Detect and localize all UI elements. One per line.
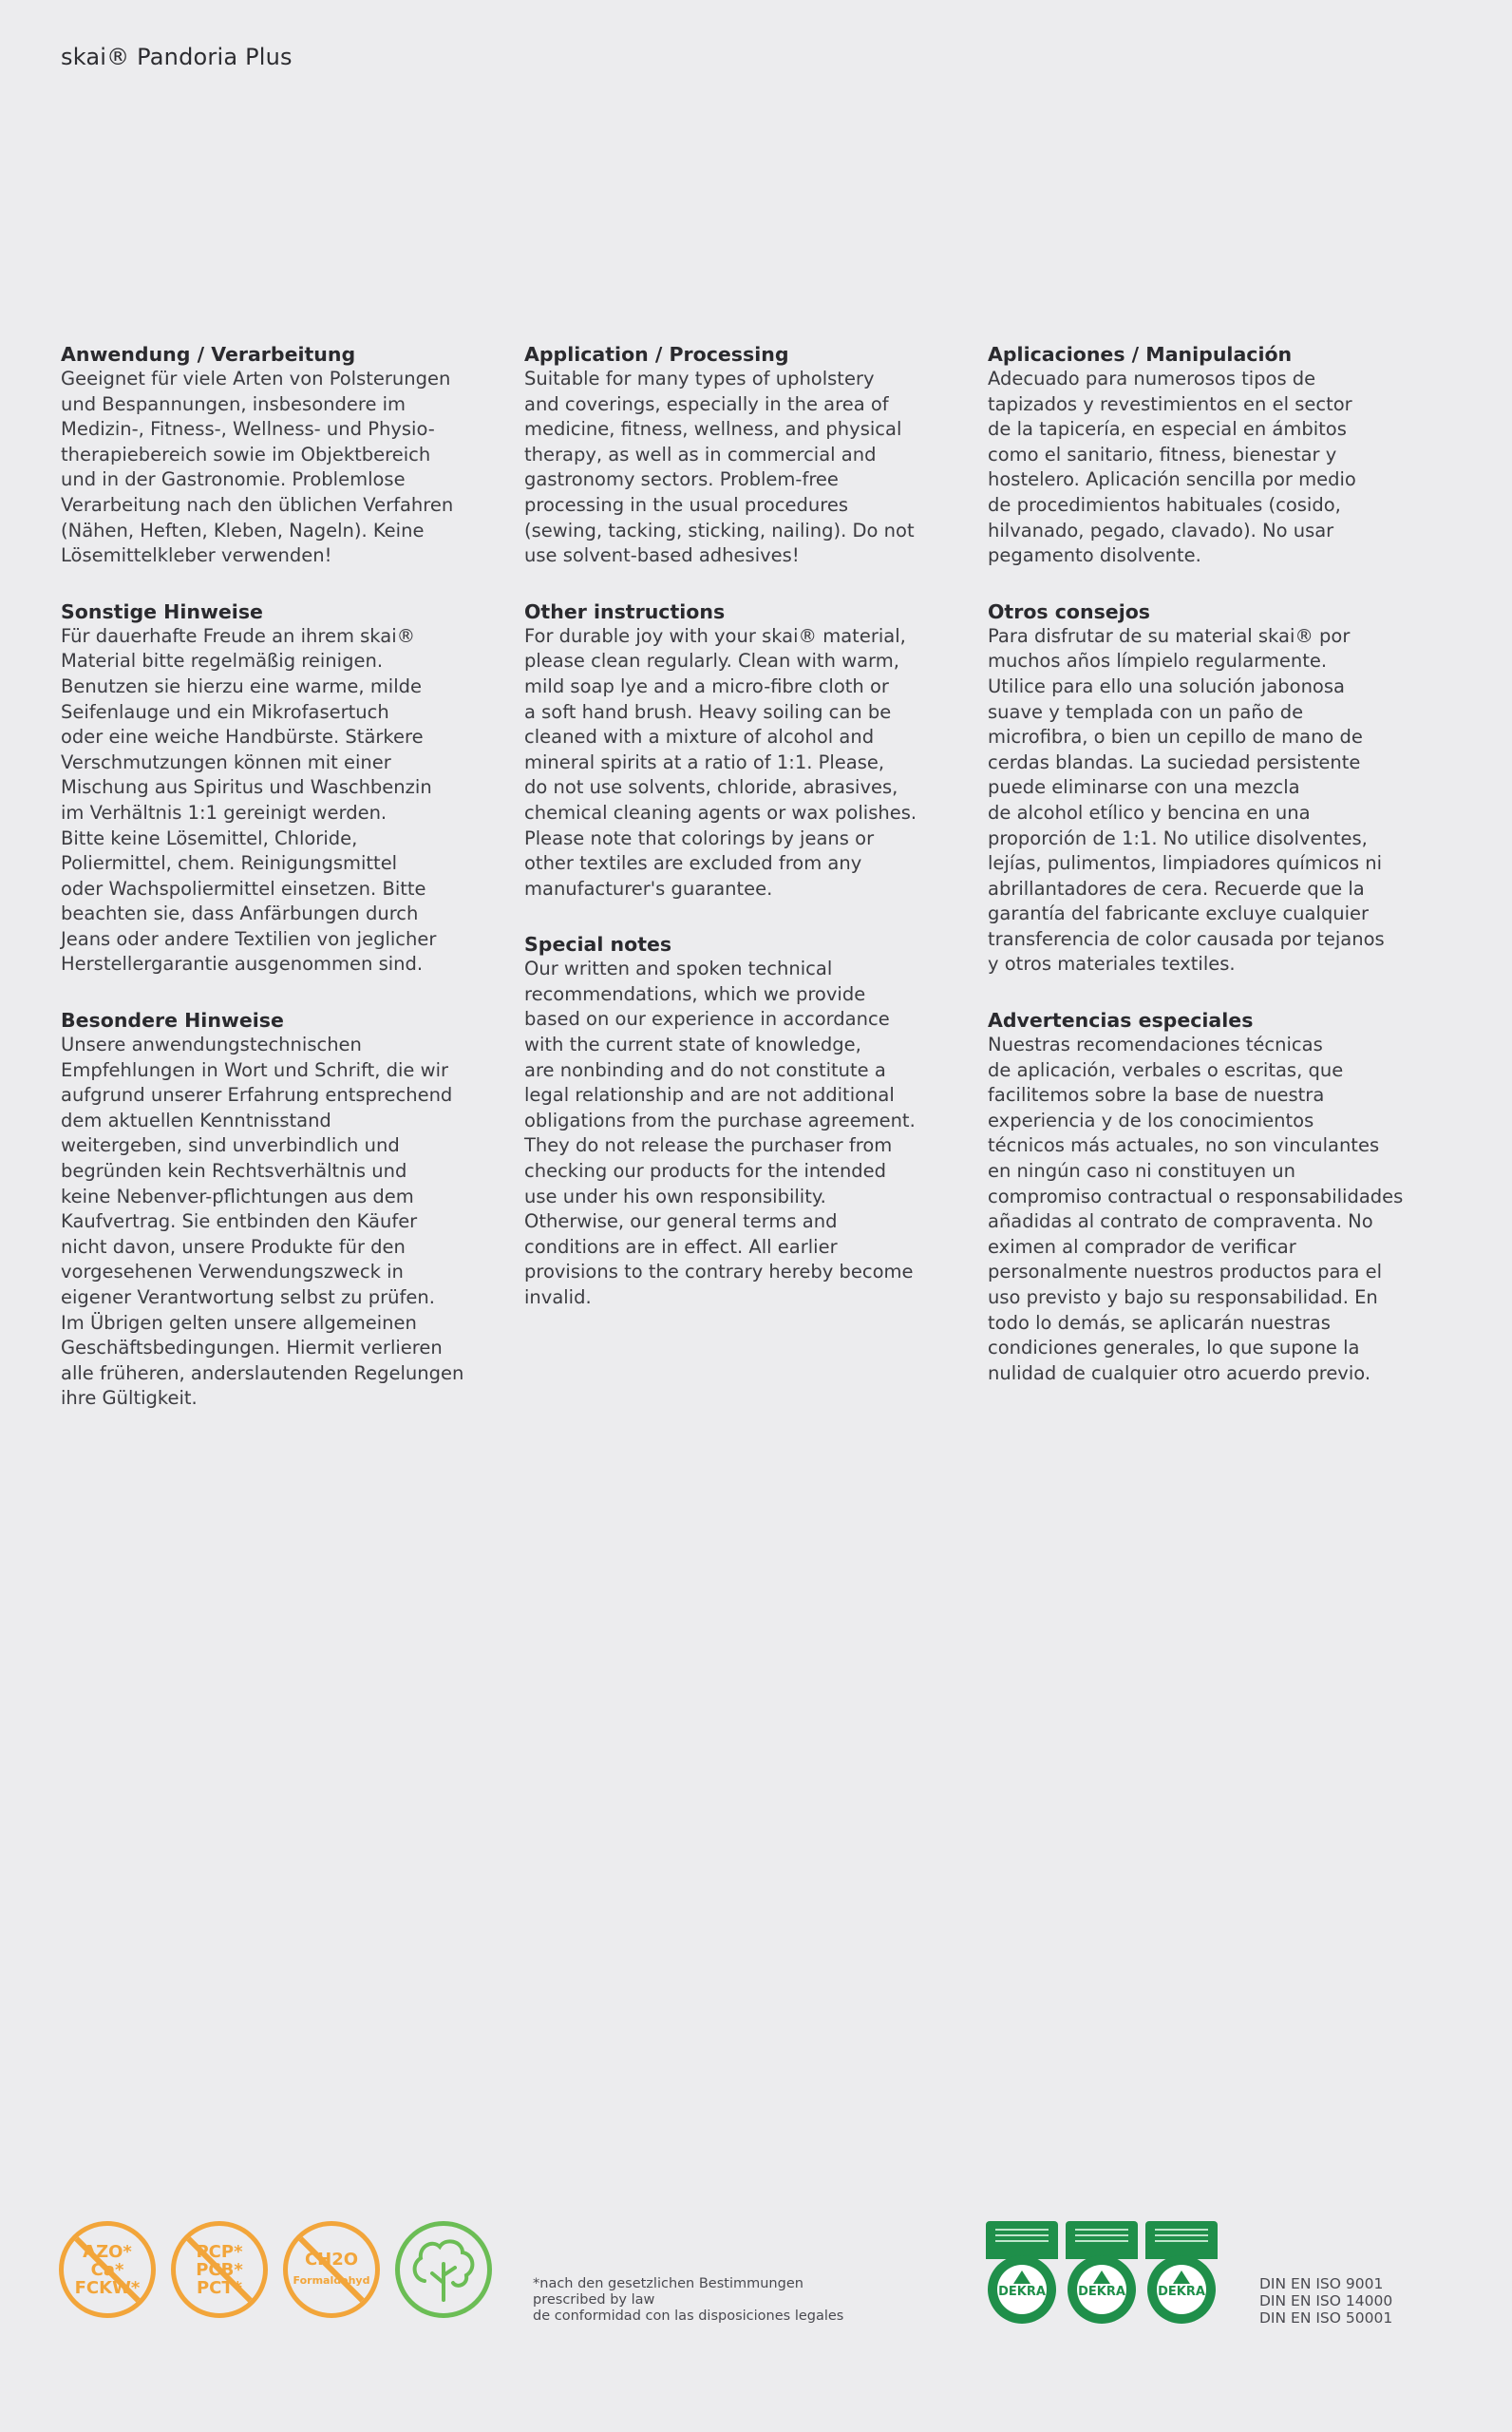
formaldehyde-free-icon bbox=[283, 2221, 380, 2318]
dekra-badge-icon bbox=[986, 2221, 1058, 2331]
section-sonstige-hinweise bbox=[61, 599, 507, 978]
iso-line: DIN EN ISO 50001 bbox=[1259, 2309, 1393, 2327]
section-other-instructions bbox=[524, 599, 971, 902]
section-heading: Besondere Hinweise bbox=[61, 1009, 284, 1033]
section-heading: Otros consejos bbox=[988, 599, 1151, 623]
section-special-notes bbox=[524, 932, 971, 1310]
dekra-badge-icon bbox=[1066, 2221, 1138, 2331]
badge-label: DEKRA bbox=[1158, 2285, 1205, 2299]
iso-line: DIN EN ISO 14000 bbox=[1259, 2292, 1393, 2309]
section-body: Adecuado para numerosos tipos de tapizados y revestimientos en el sector de la tapicería, en especial en ámbitos como el sanitario, fitness, bienestar y hostelero. Aplicación sencilla por medio de procedimientos habituales (cosido, hilvanado, pegado, clavado). No usar pegamento disolvente. bbox=[988, 368, 1356, 567]
icon-text: AZO* bbox=[83, 2242, 132, 2262]
section-body: Para disfrutar de su material skai® por muchos años límpielo regularmente. Utilice para ello una solución jabonosa suave y templada con un paño de microfibra, o bien un cepillo de mano de cerdas blandas. La suciedad persistente puede eliminarse con una mezcla de alcohol etílico y bencina en una proporción de 1:1. No utilice disolventes, lejías, pulimentos, limpiadores químicos ni abrillantadores de cera. Recuerde que la garantía del fabricante excluye cualquier transferencia de color causada por tejanos y otros materiales textiles. bbox=[988, 624, 1385, 976]
badge-label: DEKRA bbox=[998, 2285, 1046, 2299]
pcp-free-icon bbox=[171, 2221, 268, 2318]
icon-text: Ca* bbox=[90, 2260, 124, 2280]
column-german bbox=[61, 342, 507, 1442]
section-body: Geeignet für viele Arten von Polsterungen und Bespannungen, insbesondere im Medizin-, Fitness-, Wellness- und Physio- therapiebereich sowie im Objektbereich und in der Gastronomie. Problemlose Verarbeitung nach den üblichen Verfahren (Nähen, Heften, Kleben, Nageln). Keine Lösemittelkleber verwenden! bbox=[61, 368, 454, 567]
section-besondere-hinweise bbox=[61, 1008, 507, 1412]
section-heading: Other instructions bbox=[524, 599, 726, 623]
brand-title: skai® Pandoria Plus bbox=[61, 44, 293, 70]
icon-text: CH2O bbox=[304, 2250, 359, 2270]
section-body: For durable joy with your skai® material, please clean regularly. Clean with warm, mild soap lye and a micro-fibre cloth or a soft hand brush. Heavy soiling can be cleaned with a mixture of alcohol and mineral spirits at a ratio of 1:1. Please, do not use solvents, chloride, abrasives, chemical cleaning agents or wax polishes. Please note that colorings by jeans or other textiles are excluded from any manufacturer's guarantee. bbox=[524, 624, 917, 900]
section-heading: Anwendung / Verarbeitung bbox=[61, 343, 356, 366]
azo-free-icon bbox=[59, 2221, 156, 2318]
section-body: Für dauerhafte Freude an ihrem skai® Material bitte regelmäßig reinigen. Benutzen sie hierzu eine warme, milde Seifenlauge und ein Mikrofasertuch oder eine weiche Handbürste. Stärkere Verschmutzungen können mit einer Mischung aus Spiritus und Waschbenzin im Verhältnis 1:1 gereinigt werden. Bitte keine Lösemittel, Chloride, Poliermittel, chem. Reinigungsmittel oder Wachspoliermittel einsetzen. Bitte beachten sie, dass Anfärbungen durch Jeans oder andere Textilien von jeglicher Herstellergarantie ausgenommen sind. bbox=[61, 624, 437, 976]
column-spanish bbox=[988, 342, 1434, 1416]
section-heading: Advertencias especiales bbox=[988, 1009, 1254, 1033]
icon-text: Formaldehyd bbox=[293, 2274, 370, 2287]
column-english bbox=[524, 342, 971, 1341]
section-body: Nuestras recomendaciones técnicas de aplicación, verbales o escritas, que facilitemos sobre la base de nuestra experiencia y de los conocimientos técnicos más actuales, no son vinculantes en ningún caso ni constituyen un compromiso contractual o responsabilidades añadidas al contrato de compraventa. No eximen al comprador de verificar personalmente nuestros productos para el uso previsto y bajo su responsabilidad. En todo lo demás, se aplicarán nuestras condiciones generales, lo que supone la nulidad de cualquier otro acuerdo previo. bbox=[988, 1034, 1404, 1384]
section-body: Our written and spoken technical recommendations, which we provide based on our experience in accordance with the current state of knowledge, are nonbinding and do not constitute a legal relationship and are not additional obligations from the purchase agreement. They do not release the purchaser from checking our products for the intended use under his own responsibility. Otherwise, our general terms and conditions are in effect. All earlier provisions to the contrary hereby become invalid. bbox=[524, 958, 916, 1308]
section-heading: Special notes bbox=[524, 933, 672, 957]
icon-text: FCKW* bbox=[74, 2278, 141, 2298]
icon-text: PCT* bbox=[196, 2278, 243, 2298]
iso-standards bbox=[1259, 2275, 1392, 2327]
dekra-badge-icon bbox=[1145, 2221, 1218, 2331]
legal-note bbox=[533, 2276, 843, 2325]
iso-line: DIN EN ISO 9001 bbox=[1259, 2275, 1384, 2292]
section-heading: Application / Processing bbox=[524, 343, 789, 366]
badge-label: DEKRA bbox=[1078, 2285, 1125, 2299]
legal-line: prescribed by law bbox=[533, 2292, 655, 2308]
section-heading: Sonstige Hinweise bbox=[61, 599, 263, 623]
section-otros-consejos bbox=[988, 599, 1434, 978]
legal-line: *nach den gesetzlichen Bestimmungen bbox=[533, 2276, 803, 2291]
section-anwendung bbox=[61, 342, 507, 569]
section-aplicaciones bbox=[988, 342, 1434, 569]
icon-text: PCP* bbox=[196, 2242, 243, 2262]
section-body: Suitable for many types of upholstery and coverings, especially in the area of medicine, fitness, wellness, and physical therapy, as well as in commercial and gastronomy sectors. Problem-free processing in the usual procedures (sewing, tacking, sticking, nailing). Do not use solvent-based adhesives! bbox=[524, 368, 915, 567]
section-advertencias bbox=[988, 1008, 1434, 1386]
cotton-icon bbox=[395, 2221, 492, 2318]
legal-line: de conformidad con las disposiciones legales bbox=[533, 2308, 844, 2324]
section-body: Unsere anwendungstechnischen Empfehlungen in Wort und Schrift, die wir aufgrund unserer Erfahrung entsprechend dem aktuellen Kenntnisstand weitergeben, sind unverbindlich und begründen kein Rechtsverhältnis und keine Nebenver-pflichtungen aus dem Kaufvertrag. Sie entbinden den Käufer nicht davon, unsere Produkte für den vorgesehenen Verwendungszweck in eigener Verantwortung selbst zu prüfen. Im Übrigen gelten unsere allgemeinen Geschäftsbedingungen. Hiermit verlieren alle früheren, anderslautenden Regelungen ihre Gültigkeit. bbox=[61, 1034, 464, 1410]
section-heading: Aplicaciones / Manipulación bbox=[988, 343, 1293, 366]
icon-text: PCB* bbox=[196, 2260, 243, 2280]
section-application bbox=[524, 342, 971, 569]
